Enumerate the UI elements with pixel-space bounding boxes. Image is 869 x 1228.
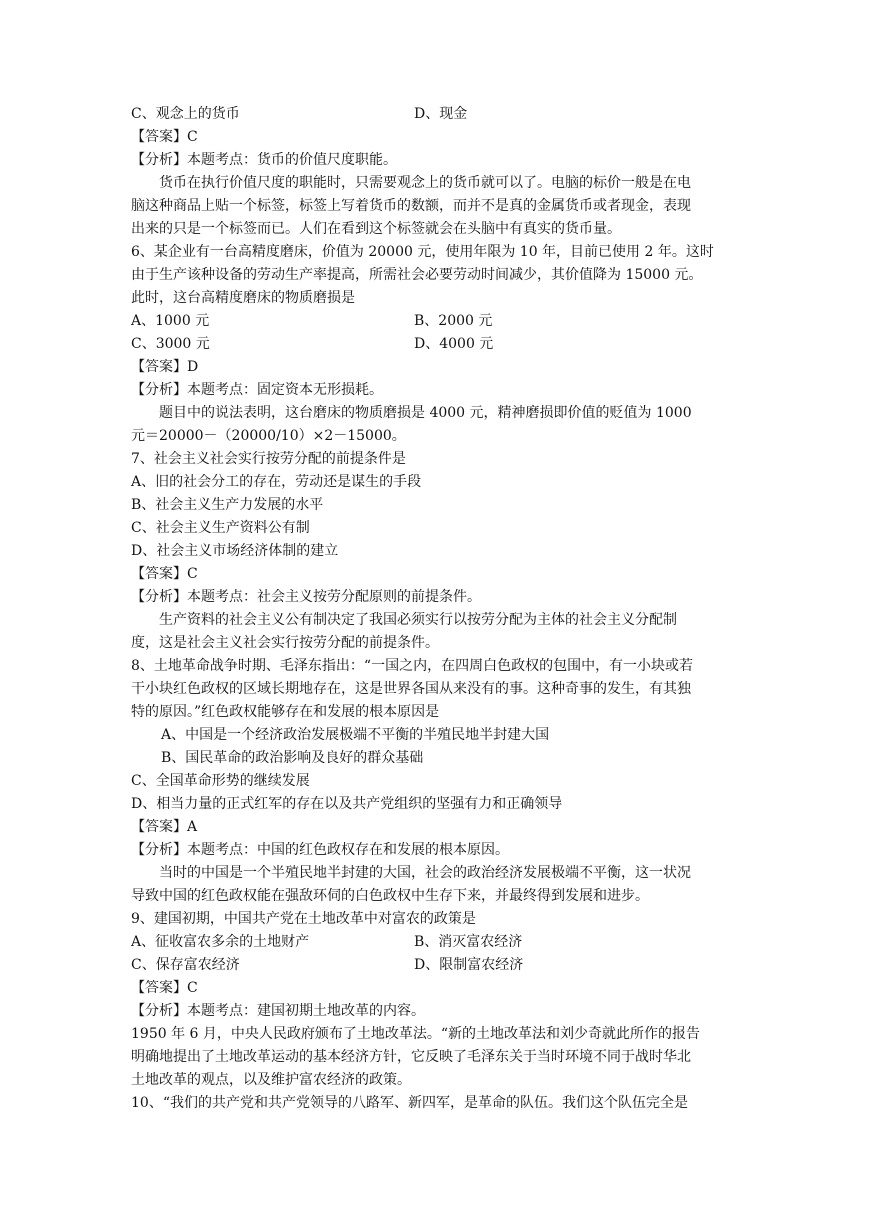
- text-line: 【答案】A: [131, 819, 198, 835]
- text-line: 导致中国的红色政权能在强敌环伺的白色政权中生存下来，并最终得到发展和进步。: [131, 888, 649, 904]
- text-line: 特的原因。”红色政权能够存在和发展的根本原因是: [131, 704, 440, 720]
- options-row: [131, 931, 741, 954]
- options-row: [131, 333, 741, 356]
- text-line: 9、建国初期，中国共产党在土地改革中对富农的政策是: [131, 911, 476, 927]
- text-line: 【分析】本题考点：货币的价值尺度职能。: [131, 152, 397, 168]
- text-line: 8、土地革命战争时期、毛泽东指出：“一国之内，在四周白色政权的包围中，有一小块或若: [131, 658, 694, 674]
- text-line: 10、“我们的共产党和共产党领导的八路军、新四军，是革命的队伍。我们这个队伍完全是: [131, 1095, 688, 1111]
- text-line: 明确地提出了土地改革运动的基本经济方针，它反映了毛泽东关于当时环境不同于战时华北: [131, 1049, 691, 1065]
- option-right: D、现金: [414, 106, 468, 122]
- option-left: C、3000 元: [131, 336, 210, 352]
- text-line: 6、某企业有一台高精度磨床，价值为 20000 元，使用年限为 10 年，目前已使用 2 年。这时: [131, 244, 714, 260]
- text-line: C、社会主义生产资料公有制: [131, 520, 310, 536]
- text-line: C、全国革命形势的继续发展: [131, 773, 310, 789]
- option-right: B、消灭富农经济: [414, 934, 523, 950]
- text-line: D、相当力量的正式红军的存在以及共产党组织的坚强有力和正确领导: [131, 796, 563, 812]
- text-line: 【分析】本题考点：固定资本无形损耗。: [131, 382, 383, 398]
- text-line: 此时，这台高精度磨床的物质磨损是: [131, 290, 355, 306]
- text-line: D、社会主义市场经济体制的建立: [131, 543, 339, 559]
- text-line: 度，这是社会主义社会实行按劳分配的前提条件。: [131, 635, 439, 651]
- option-left: C、观念上的货币: [131, 106, 240, 122]
- option-left: A、征收富农多余的土地财产: [131, 934, 310, 950]
- text-line: 出来的只是一个标签而已。人们在看到这个标签就会在头脑中有真实的货币量。: [131, 221, 621, 237]
- text-line: 【答案】C: [131, 980, 198, 996]
- option-right: B、2000 元: [414, 313, 493, 329]
- text-line: B、国民革命的政治影响及良好的群众基础: [161, 750, 424, 766]
- text-line: 当时的中国是一个半殖民地半封建的大国，社会的政治经济发展极端不平衡，这一状况: [159, 865, 691, 881]
- option-left: C、保存富农经济: [131, 957, 240, 973]
- text-line: A、旧的社会分工的存在，劳动还是谋生的手段: [131, 474, 422, 490]
- text-line: 【答案】C: [131, 566, 198, 582]
- option-right: D、4000 元: [414, 336, 494, 352]
- document-body: [131, 103, 741, 1115]
- text-line: 【分析】本题考点：中国的红色政权存在和发展的根本原因。: [131, 842, 509, 858]
- text-line: 1950 年 6 月，中央人民政府颁布了土地改革法。“新的土地改革法和刘少奇就此所作的报告: [131, 1026, 701, 1042]
- options-row: [131, 103, 741, 126]
- text-line: B、社会主义生产力发展的水平: [131, 497, 324, 513]
- text-line: A、中国是一个经济政治发展极端不平衡的半殖民地半封建大国: [161, 727, 550, 743]
- text-line: 干小块红色政权的区域长期地存在，这是世界各国从来没有的事。这种奇事的发生，有其独: [131, 681, 691, 697]
- options-row: [131, 310, 741, 333]
- text-line: 货币在执行价值尺度的职能时，只需要观念上的货币就可以了。电脑的标价一般是在电: [159, 175, 691, 191]
- text-line: 【分析】本题考点：社会主义按劳分配原则的前提条件。: [131, 589, 481, 605]
- text-line: 【分析】本题考点：建国初期土地改革的内容。: [131, 1003, 425, 1019]
- text-line: 7、社会主义社会实行按劳分配的前提条件是: [131, 451, 406, 467]
- text-line: 【答案】D: [131, 359, 199, 375]
- option-right: D、限制富农经济: [414, 957, 524, 973]
- text-line: 土地改革的观点，以及维护富农经济的政策。: [131, 1072, 411, 1088]
- text-line: 由于生产该种设备的劳动生产率提高，所需社会必要劳动时间减少，其价值降为 15000 元。: [131, 267, 703, 283]
- text-line: 脑这种商品上贴一个标签，标签上写着货币的数额，而并不是真的金属货币或者现金，表现: [131, 198, 691, 214]
- text-line: 题目中的说法表明，这台磨床的物质磨损是 4000 元，精神磨损即价值的贬值为 1000: [159, 405, 692, 421]
- option-left: A、1000 元: [131, 313, 210, 329]
- text-line: 元＝20000－（20000/10）×2－15000。: [131, 428, 406, 444]
- text-line: 【答案】C: [131, 129, 198, 145]
- options-row: [131, 954, 741, 977]
- text-line: 生产资料的社会主义公有制决定了我国必须实行以按劳分配为主体的社会主义分配制: [159, 612, 677, 628]
